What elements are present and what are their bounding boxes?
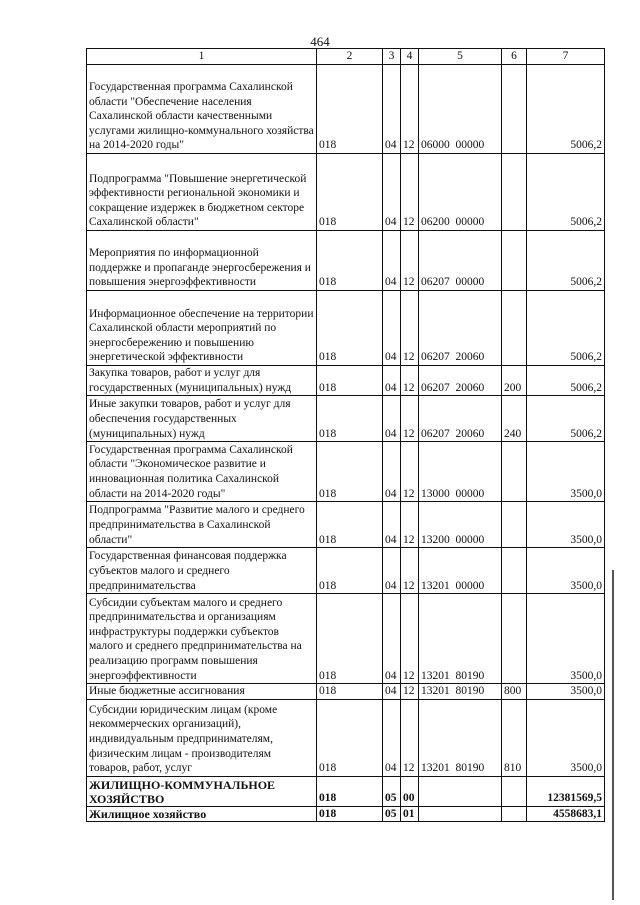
table-row <box>87 684 605 700</box>
row-vr <box>502 548 527 594</box>
row-pr: 12 <box>401 366 419 396</box>
row-pr: 12 <box>401 154 419 231</box>
row-name: Государственная программа Сахалинской области "Экономическое развитие и инновационная политика Сахалинской области на 2014-2020 годы" <box>87 442 317 502</box>
table-row <box>87 366 605 396</box>
row-pr: 12 <box>401 65 419 154</box>
row-vr <box>502 231 527 291</box>
row-rz: 04 <box>383 291 401 366</box>
row-rz: 04 <box>383 154 401 231</box>
row-pr: 12 <box>401 291 419 366</box>
row-rz: 04 <box>383 396 401 442</box>
row-ved: 018 <box>317 442 383 502</box>
table-row <box>87 65 605 154</box>
row-amount: 3500,0 <box>527 594 605 684</box>
row-name: Подпрограмма "Развитие малого и среднего предпринимательства в Сахалинской области" <box>87 502 317 548</box>
row-pr: 12 <box>401 231 419 291</box>
row-ved: 018 <box>317 154 383 231</box>
row-name: Субсидии юридическим лицам (кроме некоммерческих организаций), индивидуальным предпринимателям, физическим лицам - производителям товаров, работ, услуг <box>87 699 317 776</box>
row-csr: 13201 80190 <box>419 699 502 776</box>
row-csr: 06207 20060 <box>419 366 502 396</box>
row-name: Мероприятия по информационной поддержке и пропаганде энергосбережения и повышения энергоэффективности <box>87 231 317 291</box>
row-amount: 5006,2 <box>527 396 605 442</box>
row-vr <box>502 806 527 822</box>
row-ved: 018 <box>317 594 383 684</box>
table-row <box>87 776 605 806</box>
budget-table <box>86 48 605 822</box>
table-row <box>87 699 605 776</box>
row-rz: 04 <box>383 366 401 396</box>
row-csr: 06207 20060 <box>419 291 502 366</box>
row-ved: 018 <box>317 291 383 366</box>
header-row <box>87 49 605 65</box>
row-vr <box>502 594 527 684</box>
row-pr: 12 <box>401 442 419 502</box>
row-csr <box>419 806 502 822</box>
row-csr: 13000 00000 <box>419 442 502 502</box>
row-name: Государственная финансовая поддержка субъектов малого и среднего предпринимательства <box>87 548 317 594</box>
row-rz: 04 <box>383 442 401 502</box>
row-pr: 12 <box>401 548 419 594</box>
row-ved: 018 <box>317 65 383 154</box>
row-rz: 04 <box>383 65 401 154</box>
row-name: Информационное обеспечение на территории Сахалинской области мероприятий по энергосбережению и повышению энергетической эффективности <box>87 291 317 366</box>
row-amount: 3500,0 <box>527 684 605 700</box>
row-vr <box>502 502 527 548</box>
table-row <box>87 442 605 502</box>
row-ved: 018 <box>317 502 383 548</box>
row-rz: 04 <box>383 699 401 776</box>
row-amount: 5006,2 <box>527 366 605 396</box>
row-pr: 00 <box>401 776 419 806</box>
row-ved: 018 <box>317 231 383 291</box>
row-rz: 05 <box>383 806 401 822</box>
row-amount: 5006,2 <box>527 231 605 291</box>
row-rz: 04 <box>383 231 401 291</box>
row-csr: 13201 80190 <box>419 684 502 700</box>
row-name: Иные бюджетные ассигнования <box>87 684 317 700</box>
table-row <box>87 291 605 366</box>
row-csr: 13200 00000 <box>419 502 502 548</box>
header-amount: 7 <box>527 49 605 65</box>
table-row <box>87 502 605 548</box>
row-vr <box>502 154 527 231</box>
row-pr: 01 <box>401 806 419 822</box>
header-pr: 4 <box>401 49 419 65</box>
table-row <box>87 231 605 291</box>
row-amount: 5006,2 <box>527 291 605 366</box>
row-csr: 13201 80190 <box>419 594 502 684</box>
row-rz: 04 <box>383 594 401 684</box>
row-vr: 810 <box>502 699 527 776</box>
row-name: Закупка товаров, работ и услуг для государственных (муниципальных) нужд <box>87 366 317 396</box>
row-amount: 5006,2 <box>527 65 605 154</box>
table-row <box>87 396 605 442</box>
row-csr: 06207 00000 <box>419 231 502 291</box>
table-row <box>87 594 605 684</box>
header-name: 1 <box>87 49 317 65</box>
row-pr: 12 <box>401 502 419 548</box>
row-vr <box>502 65 527 154</box>
row-amount: 3500,0 <box>527 442 605 502</box>
row-amount: 12381569,5 <box>527 776 605 806</box>
row-name: Жилищное хозяйство <box>87 806 317 822</box>
row-amount: 4558683,1 <box>527 806 605 822</box>
table-row <box>87 548 605 594</box>
header-ved: 2 <box>317 49 383 65</box>
row-ved: 018 <box>317 699 383 776</box>
row-ved: 018 <box>317 396 383 442</box>
row-csr: 06207 20060 <box>419 396 502 442</box>
row-pr: 12 <box>401 396 419 442</box>
row-rz: 04 <box>383 684 401 700</box>
row-ved: 018 <box>317 776 383 806</box>
row-name: ЖИЛИЩНО-КОММУНАЛЬНОЕ ХОЗЯЙСТВО <box>87 776 317 806</box>
row-vr <box>502 291 527 366</box>
header-vr: 6 <box>502 49 527 65</box>
row-ved: 018 <box>317 806 383 822</box>
scan-edge-line <box>612 570 614 900</box>
row-amount: 5006,2 <box>527 154 605 231</box>
table-row <box>87 154 605 231</box>
row-vr: 200 <box>502 366 527 396</box>
row-csr: 13201 00000 <box>419 548 502 594</box>
row-ved: 018 <box>317 684 383 700</box>
row-ved: 018 <box>317 366 383 396</box>
row-amount: 3500,0 <box>527 502 605 548</box>
row-name: Иные закупки товаров, работ и услуг для обеспечения государственных (муниципальных) нужд <box>87 396 317 442</box>
row-pr: 12 <box>401 684 419 700</box>
row-vr <box>502 776 527 806</box>
row-vr <box>502 442 527 502</box>
row-rz: 04 <box>383 548 401 594</box>
row-rz: 04 <box>383 502 401 548</box>
row-csr <box>419 776 502 806</box>
row-csr: 06200 00000 <box>419 154 502 231</box>
row-name: Субсидии субъектам малого и среднего предпринимательства и организациям инфраструктуры поддержки субъектов малого и среднего предпринимательства на реализацию программ повышения энергоэффективности <box>87 594 317 684</box>
row-pr: 12 <box>401 594 419 684</box>
row-ved: 018 <box>317 548 383 594</box>
header-rz: 3 <box>383 49 401 65</box>
header-csr: 5 <box>419 49 502 65</box>
row-vr: 800 <box>502 684 527 700</box>
table-row <box>87 806 605 822</box>
page-number: 464 <box>310 34 330 49</box>
row-amount: 3500,0 <box>527 548 605 594</box>
row-rz: 05 <box>383 776 401 806</box>
row-pr: 12 <box>401 699 419 776</box>
row-name: Государственная программа Сахалинской области "Обеспечение населения Сахалинской области качественными услугами жилищно-коммунального хозяйства на 2014-2020 годы" <box>87 65 317 154</box>
row-amount: 3500,0 <box>527 699 605 776</box>
row-vr: 240 <box>502 396 527 442</box>
row-csr: 06000 00000 <box>419 65 502 154</box>
row-name: Подпрограмма "Повышение энергетической эффективности региональной экономики и сокращение издержек в бюджетном секторе Сахалинской области" <box>87 154 317 231</box>
